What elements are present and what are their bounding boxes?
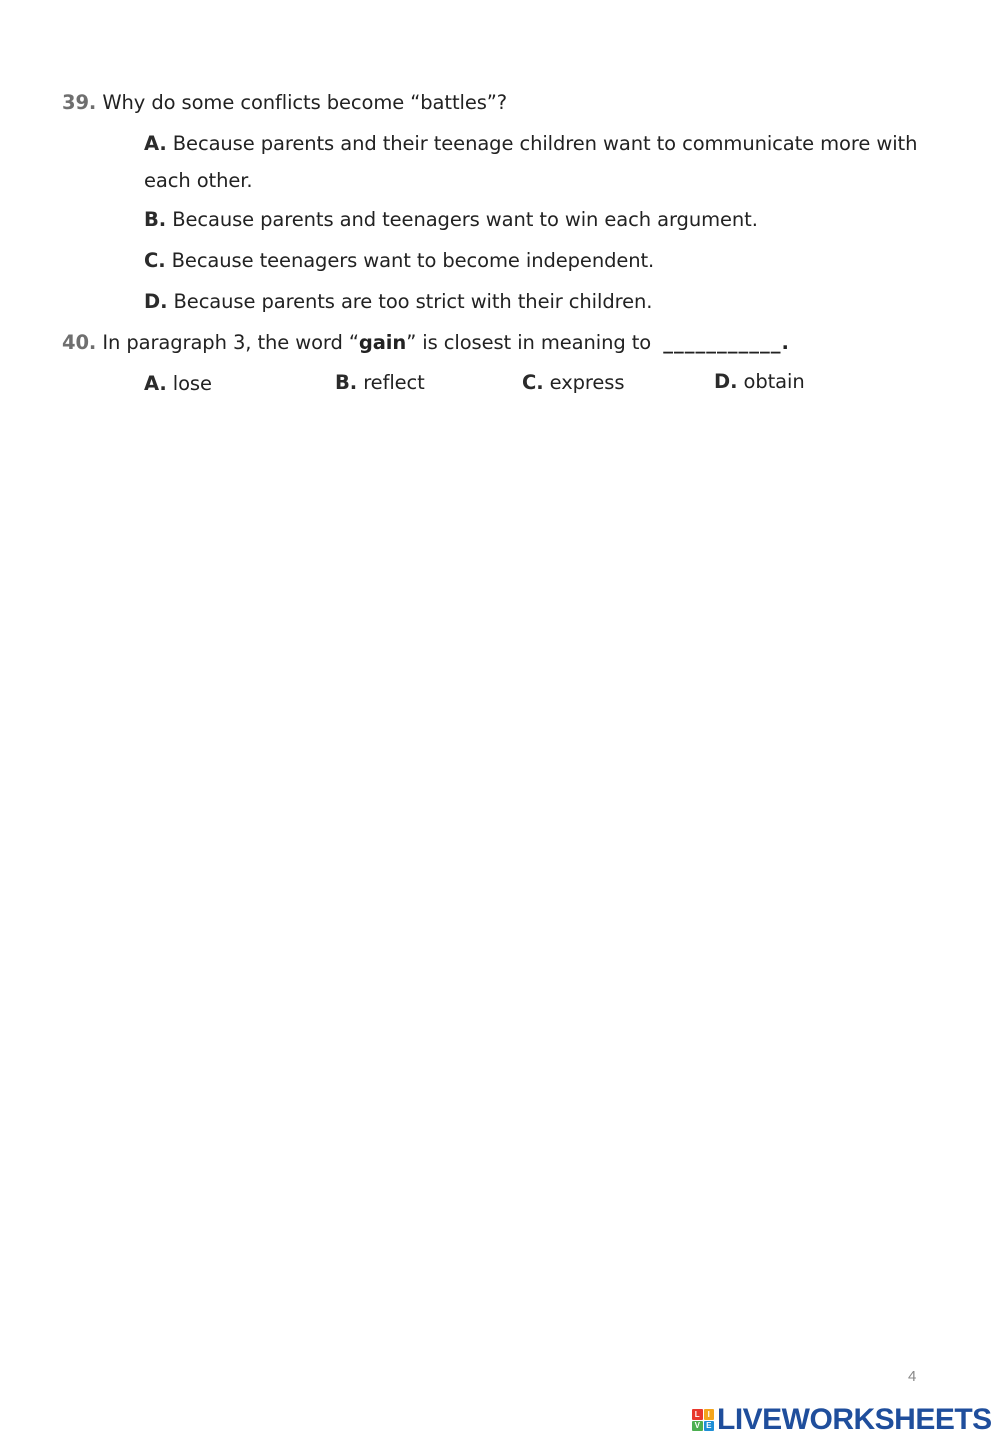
option-letter: C. [522,371,544,394]
question-text: Why do some conflicts become “battles”? [102,91,508,114]
option-letter: D. [714,370,738,393]
question-40-stem [62,331,790,354]
option-letter: D. [144,290,168,313]
logo-icon-tile: E [704,1421,715,1432]
answer-blank[interactable]: ___________. [663,331,790,354]
question-39-option-b[interactable] [144,208,758,231]
question-40-option-d[interactable] [714,370,805,393]
logo-icon-tile: L [692,1409,703,1420]
question-keyword: gain [358,331,407,354]
question-39-stem [62,91,507,114]
option-letter: C. [144,249,166,272]
page-number: 4 [908,1368,917,1385]
option-letter: A. [144,132,167,155]
question-40-option-b[interactable] [335,371,425,394]
option-text-continued: each other. [144,169,253,192]
option-text: Because parents and teenagers want to win each argument. [172,208,758,231]
question-39-option-c[interactable] [144,249,654,272]
question-39-option-a[interactable] [144,132,917,155]
option-text: express [549,371,625,394]
option-letter: B. [335,371,358,394]
option-text: Because teenagers want to become independent. [171,249,655,272]
question-40-option-a[interactable] [144,372,212,395]
question-40-option-c[interactable] [522,371,624,394]
option-text: Because parents are too strict with their children. [173,290,653,313]
question-39-option-a-continuation [144,169,252,192]
option-text: lose [172,372,212,395]
option-text: Because parents and their teenage children want to communicate more with [172,132,918,155]
question-number: 39. [62,91,97,114]
option-text: reflect [363,371,425,394]
liveworksheets-logo-icon [692,1409,714,1431]
logo-icon-tile: V [692,1421,703,1432]
option-letter: B. [144,208,167,231]
option-text: obtain [743,370,805,393]
logo-icon-tile: I [704,1409,715,1420]
question-text-before: In paragraph 3, the word “ [102,331,359,354]
liveworksheets-logo[interactable] [692,1402,992,1438]
option-letter: A. [144,372,167,395]
logo-text: LIVEWORKSHEETS [717,1403,992,1436]
question-39-option-d[interactable] [144,290,652,313]
question-text-after: ” is closest in meaning to [406,331,652,354]
question-number: 40. [62,331,97,354]
